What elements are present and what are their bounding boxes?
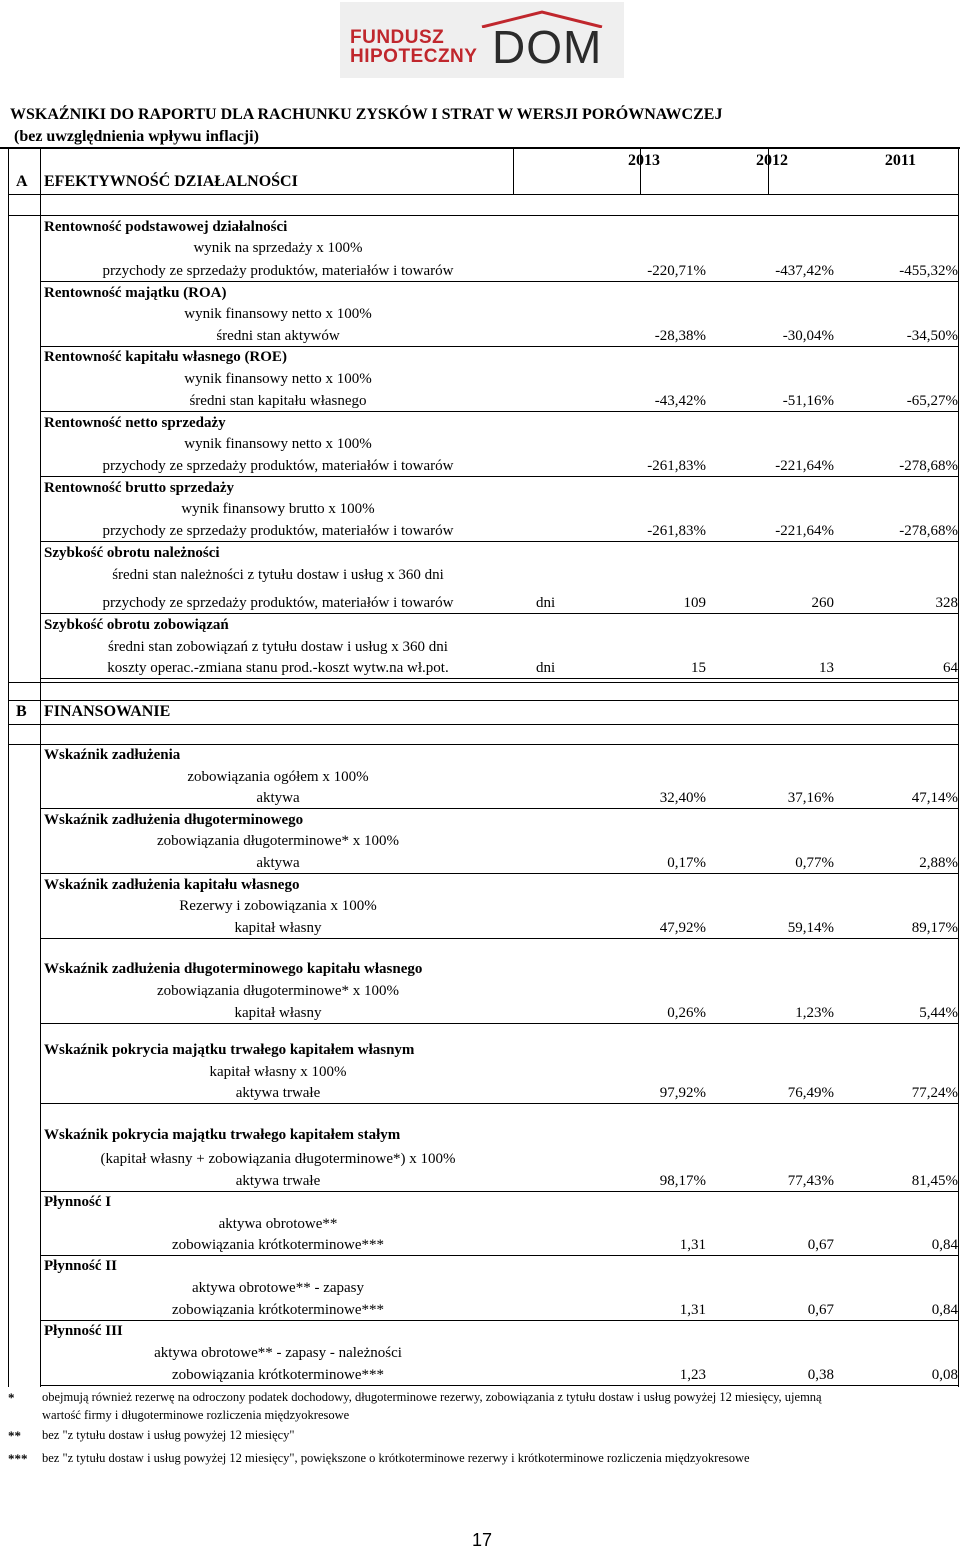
year-header: 2011 bbox=[884, 152, 916, 169]
formula-denominator: zobowiązania krótkoterminowe*** bbox=[171, 1367, 384, 1383]
formula-denominator: aktywa trwałe bbox=[235, 1173, 321, 1189]
value-cell-2012: -51,16% bbox=[782, 393, 834, 409]
formula-denominator: przychody ze sprzedaży produktów, materiałów i towarów bbox=[102, 595, 454, 611]
value-cell-2012: 0,67 bbox=[807, 1237, 834, 1253]
indicator-heading: Rentowność brutto sprzedaży bbox=[44, 480, 234, 496]
section-a-letter: A bbox=[16, 173, 28, 190]
value-cell-2012: 76,49% bbox=[787, 1085, 834, 1101]
formula-numerator: wynik finansowy brutto x 100% bbox=[181, 501, 375, 517]
value-cell-2013: 0,26% bbox=[667, 1005, 706, 1021]
indicator-heading: Rentowność majątku (ROA) bbox=[44, 285, 227, 301]
footnote-mark: *** bbox=[8, 1451, 28, 1466]
year-divider bbox=[513, 147, 514, 194]
formula-numerator: zobowiązania długoterminowe* x 100% bbox=[156, 983, 399, 999]
formula-denominator: koszty operac.-zmiana stanu prod.-koszt wytw.na wł.pot. bbox=[107, 660, 449, 676]
indicator-heading: Rentowność netto sprzedaży bbox=[44, 415, 226, 431]
formula-numerator: wynik finansowy netto x 100% bbox=[184, 306, 372, 322]
indicator-heading: Wskaźnik zadłużenia długoterminowego kapitału własnego bbox=[44, 961, 423, 977]
row-rule bbox=[40, 1103, 958, 1104]
report-title: WSKAŹNIKI DO RAPORTU DLA RACHUNKU ZYSKÓW I STRAT W WERSJI PORÓWNAWCZEJ bbox=[10, 106, 723, 123]
section-b-letter: B bbox=[16, 703, 27, 720]
value-cell-2011: -34,50% bbox=[906, 328, 958, 344]
report-subtitle: (bez uwzględnienia wpływu inflacji) bbox=[14, 128, 259, 145]
value-cell-2013: 0,17% bbox=[667, 855, 706, 871]
value-cell-2012: 13 bbox=[819, 660, 834, 676]
value-cell-2011: 81,45% bbox=[911, 1173, 958, 1189]
footnote-text: obejmują również rezerwę na odroczony podatek dochodowy, długoterminowe rezerwy, zobowiązania z tytułu dostaw i usług powyżej 12 miesięcy, ujemną bbox=[42, 1390, 822, 1404]
value-cell-2011: 77,24% bbox=[911, 1085, 958, 1101]
section-rule bbox=[8, 215, 958, 216]
value-cell-2013: 97,92% bbox=[659, 1085, 706, 1101]
formula-denominator: aktywa bbox=[256, 855, 300, 871]
value-cell-2012: 0,38 bbox=[807, 1367, 834, 1383]
indicator-heading: Rentowność podstawowej działalności bbox=[44, 219, 288, 235]
formula-denominator: aktywa bbox=[256, 790, 300, 806]
formula-numerator: kapitał własny x 100% bbox=[209, 1064, 347, 1080]
row-rule bbox=[40, 938, 958, 939]
formula-numerator: aktywa obrotowe** - zapasy - należności bbox=[154, 1345, 402, 1361]
formula-denominator: zobowiązania krótkoterminowe*** bbox=[171, 1237, 384, 1253]
formula-numerator: (kapitał własny + zobowiązania długoterminowe*) x 100% bbox=[100, 1151, 456, 1167]
indicator-heading: Wskaźnik pokrycia majątku trwałego kapitałem stałym bbox=[44, 1127, 401, 1143]
value-cell-2011: -65,27% bbox=[906, 393, 958, 409]
indicator-heading: Płynność II bbox=[44, 1258, 117, 1274]
formula-numerator: wynik finansowy netto x 100% bbox=[184, 371, 372, 387]
value-cell-2011: 47,14% bbox=[911, 790, 958, 806]
logo-word: DOM bbox=[492, 21, 603, 73]
value-cell-2013: -261,83% bbox=[647, 523, 706, 539]
section-a-label: EFEKTYWNOŚĆ DZIAŁALNOŚCI bbox=[44, 173, 298, 190]
section-b-label: FINANSOWANIE bbox=[44, 703, 171, 720]
formula-denominator: kapitał własny bbox=[234, 1005, 322, 1021]
unit-label: dni bbox=[536, 660, 556, 676]
row-rule bbox=[40, 346, 958, 347]
indicator-heading: Płynność I bbox=[44, 1194, 112, 1210]
table-top-border bbox=[0, 147, 960, 149]
formula-denominator: zobowiązania krótkoterminowe*** bbox=[171, 1302, 384, 1318]
formula-denominator: aktywa trwałe bbox=[235, 1085, 321, 1101]
formula-numerator: wynik finansowy netto x 100% bbox=[184, 436, 372, 452]
year-header: 2012 bbox=[756, 152, 788, 169]
formula-denominator: średni stan aktywów bbox=[216, 328, 340, 344]
value-cell-2011: 0,84 bbox=[931, 1237, 958, 1253]
formula-numerator: aktywa obrotowe** - zapasy bbox=[191, 1280, 365, 1296]
section-rule bbox=[8, 724, 958, 725]
value-cell-2012: 0,77% bbox=[795, 855, 834, 871]
footnote-text: bez "z tytułu dostaw i usług powyżej 12 miesięcy" bbox=[42, 1428, 295, 1442]
page-number: 17 bbox=[472, 1530, 493, 1550]
logo-line1: FUNDUSZ bbox=[350, 27, 445, 48]
value-cell-2013: 1,23 bbox=[679, 1367, 706, 1383]
value-cell-2011: 2,88% bbox=[919, 855, 958, 871]
value-cell-2013: 98,17% bbox=[659, 1173, 706, 1189]
formula-numerator: średni stan należności z tytułu dostaw i usług x 360 dni bbox=[112, 567, 444, 583]
value-cell-2012: 1,23% bbox=[795, 1005, 834, 1021]
value-cell-2011: 64 bbox=[943, 660, 958, 676]
logo-line2: HIPOTECZNY bbox=[350, 46, 478, 67]
value-cell-2012: -221,64% bbox=[775, 523, 834, 539]
formula-denominator: kapitał własny bbox=[234, 920, 322, 936]
row-rule bbox=[40, 678, 958, 679]
footnote-text: bez "z tytułu dostaw i usług powyżej 12 miesięcy", powiększone o krótkoterminowe rezerwy i krótkoterminowe rozliczenia międzyokresowe bbox=[42, 1451, 750, 1465]
value-cell-2012: 59,14% bbox=[787, 920, 834, 936]
value-cell-2013: 1,31 bbox=[679, 1237, 706, 1253]
logo-text bbox=[350, 28, 477, 66]
indicator-heading: Wskaźnik zadłużenia kapitału własnego bbox=[44, 877, 300, 893]
indicator-heading: Wskaźnik zadłużenia długoterminowego bbox=[44, 812, 304, 828]
row-rule bbox=[40, 411, 958, 412]
value-cell-2011: 0,84 bbox=[931, 1302, 958, 1318]
formula-numerator: średni stan zobowiązań z tytułu dostaw i usług x 360 dni bbox=[108, 639, 448, 655]
row-rule bbox=[40, 808, 958, 809]
value-cell-2011: 5,44% bbox=[919, 1005, 958, 1021]
value-cell-2011: 89,17% bbox=[911, 920, 958, 936]
value-cell-2012: 37,16% bbox=[787, 790, 834, 806]
value-cell-2012: -30,04% bbox=[782, 328, 834, 344]
indicator-heading: Szybkość obrotu należności bbox=[44, 545, 220, 561]
formula-denominator: przychody ze sprzedaży produktów, materiałów i towarów bbox=[102, 458, 454, 474]
indicator-heading: Wskaźnik pokrycia majątku trwałego kapitałem własnym bbox=[44, 1042, 415, 1058]
value-cell-2011: -455,32% bbox=[899, 263, 958, 279]
value-cell-2013: -220,71% bbox=[647, 263, 706, 279]
ratio-table bbox=[0, 147, 960, 1387]
footnote-mark: * bbox=[8, 1390, 15, 1405]
value-cell-2011: 0,08 bbox=[931, 1367, 958, 1383]
formula-denominator: przychody ze sprzedaży produktów, materiałów i towarów bbox=[102, 263, 454, 279]
value-cell-2013: -28,38% bbox=[654, 328, 706, 344]
value-cell-2012: -437,42% bbox=[775, 263, 834, 279]
footnote-text-cont: wartość firmy i długoterminowe rozliczenia międzyokresowe bbox=[42, 1408, 350, 1422]
formula-numerator: wynik na sprzedaży x 100% bbox=[193, 240, 363, 256]
value-cell-2012: 0,67 bbox=[807, 1302, 834, 1318]
section-rule bbox=[8, 682, 958, 683]
formula-numerator: zobowiązania ogółem x 100% bbox=[187, 769, 369, 785]
row-rule bbox=[40, 281, 958, 282]
row-rule bbox=[40, 1385, 958, 1386]
indicator-heading: Wskaźnik zadłużenia bbox=[44, 747, 181, 763]
value-cell-2011: 328 bbox=[935, 595, 958, 611]
row-rule bbox=[40, 1255, 958, 1256]
year-header: 2013 bbox=[628, 152, 660, 169]
value-cell-2012: 77,43% bbox=[787, 1173, 834, 1189]
formula-numerator: zobowiązania długoterminowe* x 100% bbox=[156, 833, 399, 849]
row-rule bbox=[40, 613, 958, 614]
formula-denominator: średni stan kapitału własnego bbox=[189, 393, 367, 409]
value-cell-2012: 260 bbox=[811, 595, 834, 611]
formula-numerator: aktywa obrotowe** bbox=[218, 1216, 338, 1232]
value-cell-2013: 32,40% bbox=[659, 790, 706, 806]
row-rule bbox=[40, 1191, 958, 1192]
indicator-heading: Płynność III bbox=[44, 1323, 123, 1339]
formula-denominator: przychody ze sprzedaży produktów, materiałów i towarów bbox=[102, 523, 454, 539]
company-logo bbox=[340, 2, 624, 78]
value-cell-2012: -221,64% bbox=[775, 458, 834, 474]
value-cell-2013: 1,31 bbox=[679, 1302, 706, 1318]
value-cell-2011: -278,68% bbox=[899, 458, 958, 474]
indicator-heading: Szybkość obrotu zobowiązań bbox=[44, 617, 229, 633]
row-rule bbox=[40, 1023, 958, 1024]
unit-label: dni bbox=[536, 595, 556, 611]
value-cell-2013: -261,83% bbox=[647, 458, 706, 474]
value-cell-2013: 15 bbox=[691, 660, 706, 676]
table-right-border bbox=[958, 147, 959, 1387]
row-rule bbox=[40, 1320, 958, 1321]
footnote-mark: ** bbox=[8, 1428, 21, 1443]
value-cell-2013: 47,92% bbox=[659, 920, 706, 936]
table-left-border bbox=[8, 147, 9, 1387]
section-rule bbox=[8, 700, 958, 701]
indicator-heading: Rentowność kapitału własnego (ROE) bbox=[44, 349, 287, 365]
section-rule bbox=[8, 194, 958, 195]
section-rule bbox=[8, 744, 958, 745]
value-cell-2013: -43,42% bbox=[654, 393, 706, 409]
row-rule bbox=[40, 476, 958, 477]
row-rule bbox=[40, 541, 958, 542]
value-cell-2011: -278,68% bbox=[899, 523, 958, 539]
value-cell-2013: 109 bbox=[683, 595, 706, 611]
formula-numerator: Rezerwy i zobowiązania x 100% bbox=[179, 898, 377, 914]
row-rule bbox=[40, 873, 958, 874]
